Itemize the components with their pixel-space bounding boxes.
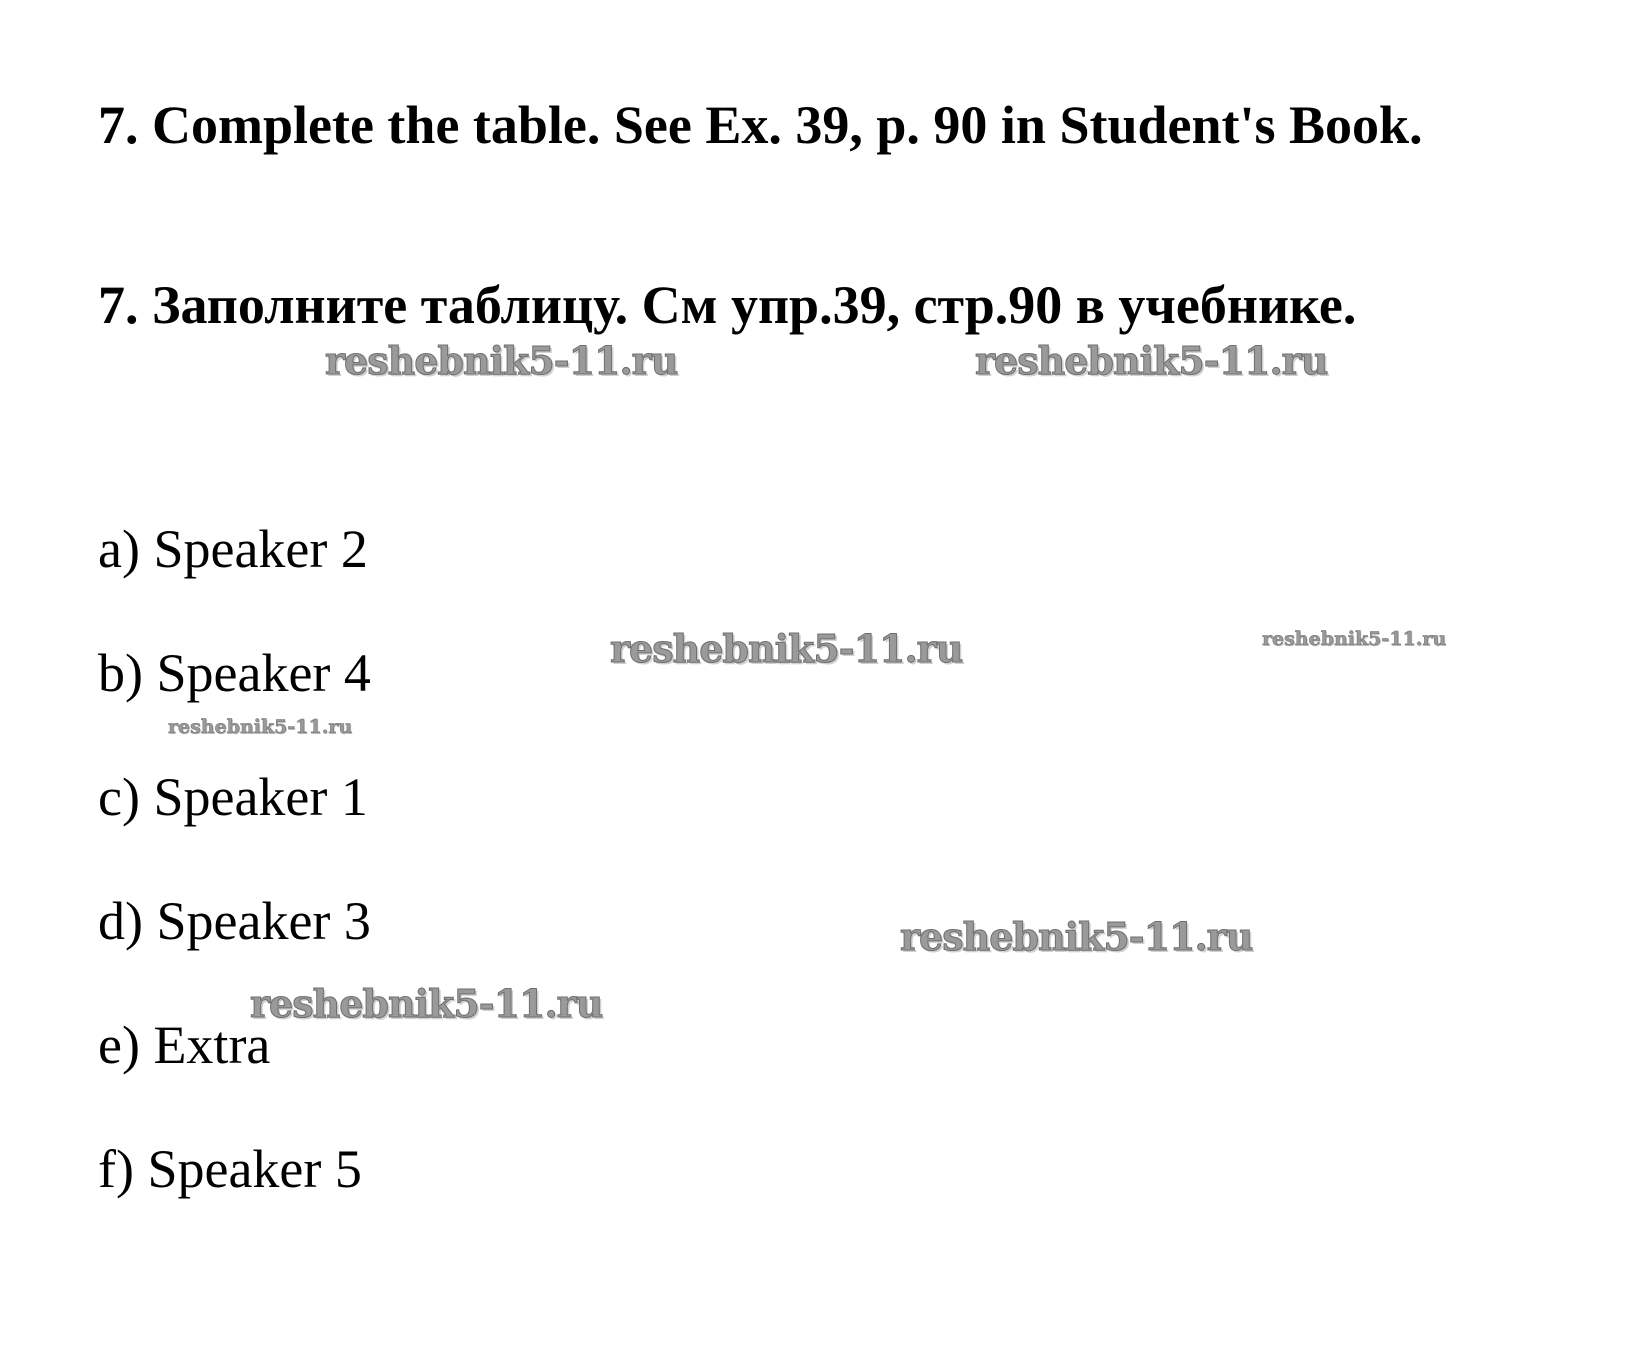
- answer-item: a) Speaker 2: [98, 519, 368, 579]
- answer-item: c) Speaker 1: [98, 767, 368, 827]
- watermark-text: reshebnik5-11.ru: [975, 338, 1328, 383]
- answer-item: f) Speaker 5: [98, 1139, 362, 1199]
- exercise-heading-russian: 7. Заполните таблицу. См упр.39, стр.90 в учебнике.: [98, 275, 1357, 335]
- answer-item: b) Speaker 4: [98, 643, 371, 703]
- watermark-text: reshebnik5-11.ru: [168, 716, 353, 738]
- answer-item: d) Speaker 3: [98, 891, 371, 951]
- watermark-text: reshebnik5-11.ru: [250, 981, 603, 1026]
- watermark-text: reshebnik5-11.ru: [325, 338, 678, 383]
- watermark-text: reshebnik5-11.ru: [610, 626, 963, 671]
- watermark-text: reshebnik5-11.ru: [900, 914, 1253, 959]
- watermark-text: reshebnik5-11.ru: [1262, 628, 1447, 650]
- answer-list: [98, 519, 371, 1266]
- exercise-heading-english: 7. Complete the table. See Ex. 39, p. 90 in Student's Book.: [98, 95, 1423, 155]
- answer-item: e) Extra: [98, 1015, 271, 1075]
